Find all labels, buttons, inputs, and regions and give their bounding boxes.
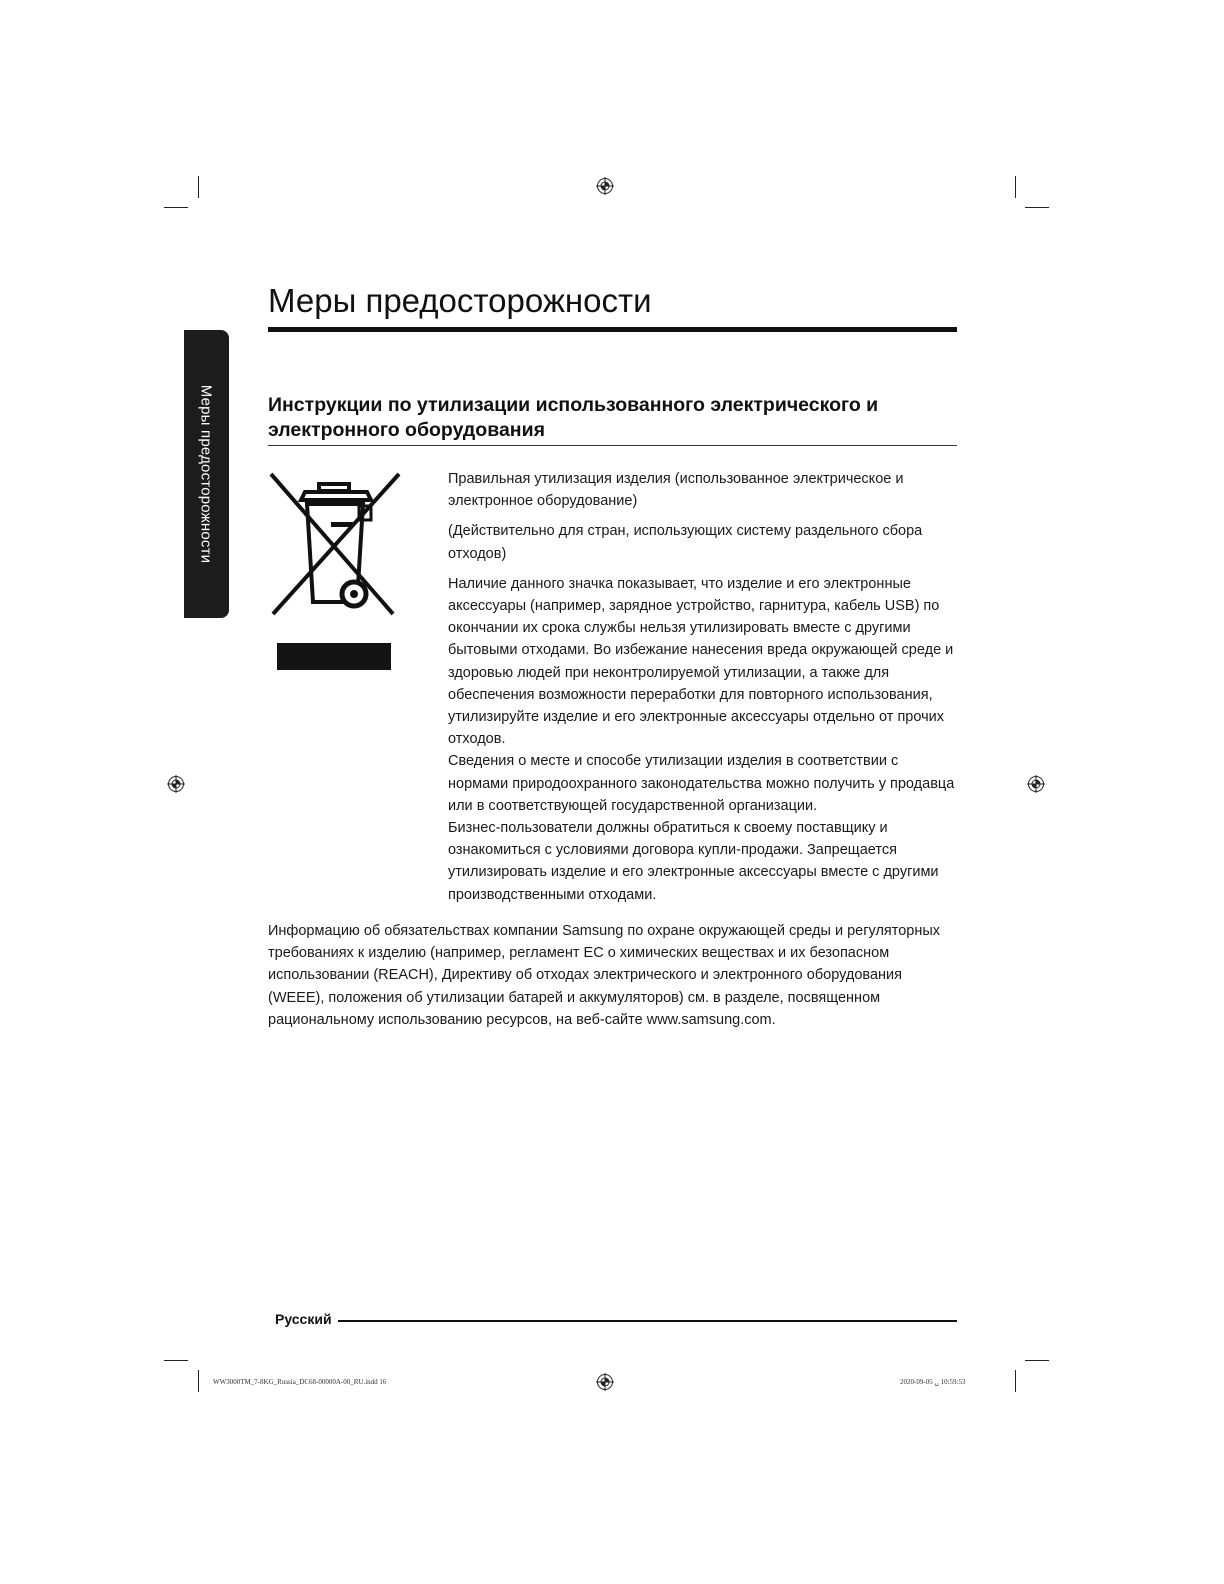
crop-mark (164, 1360, 188, 1361)
title-rule (268, 327, 957, 332)
print-slug-timestamp: 2020-09-05 ␣ 10:59:53 (900, 1378, 966, 1386)
registration-mark-icon (1027, 775, 1045, 793)
black-bar-symbol (277, 643, 391, 670)
crop-mark (1025, 1360, 1049, 1361)
validity-note: (Действительно для стран, использующих систему раздельного сбора отходов) (448, 523, 923, 562)
disposal-subheading: Правильная утилизация изделия (использованное электрическое и электронное оборудование) (448, 471, 904, 510)
footer-language: Русский (275, 1311, 332, 1327)
crop-mark (1015, 176, 1016, 198)
crossed-out-wheelie-bin-icon (267, 470, 403, 620)
crop-mark (164, 207, 188, 208)
crop-mark (1015, 1370, 1016, 1392)
disposal-paragraph: Сведения о месте и способе утилизации изделия в соответствии с нормами природоохранного законодательства можно получить у продавца или в соответствующей государственной организации. (448, 753, 955, 814)
disposal-paragraph: Бизнес-пользователи должны обратиться к своему поставщику и ознакомиться с условиями договора купли-продажи. Запрещается утилизировать изделие и его электронные аксессуары вместе с другими производственными отходами. (448, 820, 939, 903)
crop-mark (198, 176, 199, 198)
page-title: Меры предосторожности (268, 282, 652, 319)
crop-mark (198, 1370, 199, 1392)
samsung-environment-paragraph: Информацию об обязательствах компании Samsung по охране окружающей среды и регуляторных требованиях к изделию (например, регламент ЕС о химических веществах и их безопасном использовании (REACH), Директиву об отходах электрического и электронного оборудования (WEEE), положения об утилизации батарей и аккумуляторов) см. в разделе, посвященном рациональному использованию ресурсов, на веб-сайте www.samsung.com. (268, 923, 941, 1028)
heading-rule (268, 445, 957, 446)
registration-mark-icon (596, 177, 614, 195)
print-slug-filename: WW3000TM_7-8KG_Russia_DC68-00000A-00_RU.indd 16 (213, 1378, 387, 1386)
crop-mark (1025, 207, 1049, 208)
registration-mark-icon (596, 1373, 614, 1391)
section-heading: Инструкции по утилизации использованного электрического и электронного оборудования (268, 394, 879, 441)
registration-mark-icon (167, 775, 185, 793)
disposal-text-column (448, 468, 958, 906)
footer-rule (338, 1320, 957, 1322)
side-tab-label: Меры предосторожности (197, 384, 215, 564)
disposal-paragraph: Наличие данного значка показывает, что изделие и его электронные аксессуары (например, зарядное устройство, гарнитура, кабель USB) по окончании их срока службы нельзя утилизировать вместе с другими бытовыми отходами. Во избежание нанесения вреда окружающей среде и здоровью людей при неконтролируемой утилизации, а также для обеспечения возможности переработки для повторного использования, утилизируйте изделие и его электронные аксессуары отдельно от прочих отходов. (448, 575, 954, 748)
